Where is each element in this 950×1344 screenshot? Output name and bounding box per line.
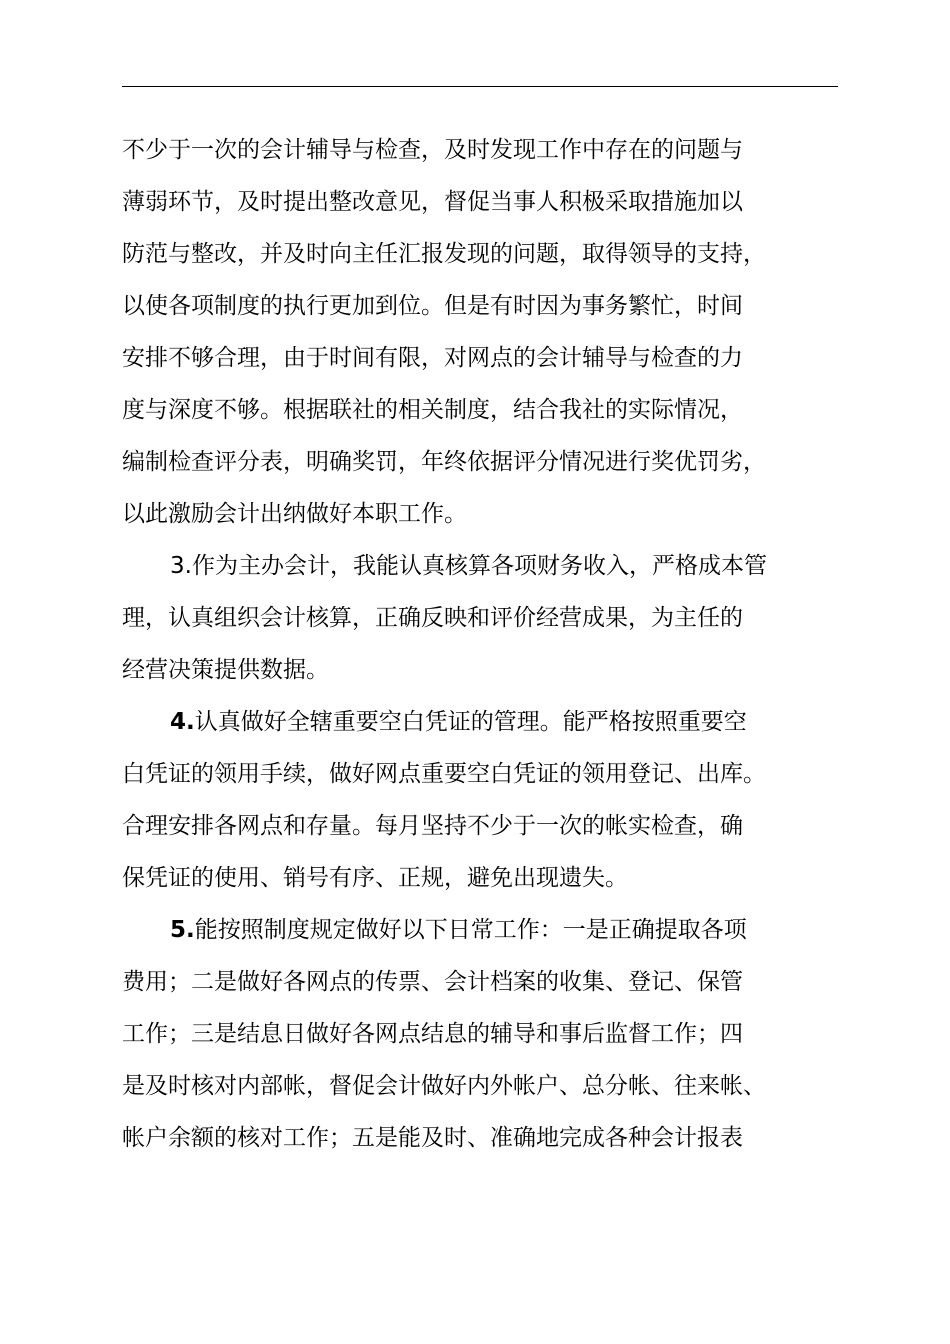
paragraph-line: 以此激励会计出纳做好本职工作。 — [122, 501, 467, 527]
item-5-number: 5. — [170, 917, 195, 943]
item-3-line: 3.作为主办会计，我能认真核算各项财务收入，严格成本管 — [170, 553, 767, 579]
paragraph-line: 理，认真组织会计核算，正确反映和评价经营成果，为主任的 — [122, 605, 743, 631]
header-rule — [122, 86, 838, 87]
item-4-line — [122, 696, 862, 748]
paragraph-line: 合理安排各网点和存量。每月坚持不少于一次的帐实检查，确 — [122, 813, 743, 839]
paragraph-line: 安排不够合理，由于时间有限，对网点的会计辅导与检查的力 — [122, 345, 743, 371]
paragraph-line: 帐户余额的核对工作；五是能及时、准确地完成各种会计报表 — [122, 1125, 743, 1151]
paragraph-line: 以使各项制度的执行更加到位。但是有时因为事务繁忙，时间 — [122, 293, 743, 319]
item-4-text: 认真做好全辖重要空白凭证的管理。能严格按照重要空 — [194, 709, 747, 735]
item-5-text: 能按照制度规定做好以下日常工作：一是正确提取各项 — [194, 917, 747, 943]
paragraph-line: 防范与整改，并及时向主任汇报发现的问题，取得领导的支持， — [122, 241, 766, 267]
paragraph-line: 薄弱环节，及时提出整改意见，督促当事人积极采取措施加以 — [122, 189, 743, 215]
item-5-line — [122, 904, 862, 956]
document-body — [122, 124, 862, 1164]
paragraph-line: 费用；二是做好各网点的传票、会计档案的收集、登记、保管 — [122, 969, 743, 995]
paragraph-line: 经营决策提供数据。 — [122, 657, 329, 683]
paragraph-line: 白凭证的领用手续，做好网点重要空白凭证的领用登记、出库。 — [122, 761, 766, 787]
paragraph-line: 度与深度不够。根据联社的相关制度，结合我社的实际情况， — [122, 397, 743, 423]
paragraph-line: 不少于一次的会计辅导与检查，及时发现工作中存在的问题与 — [122, 137, 743, 163]
item-4-number: 4. — [170, 709, 195, 735]
paragraph-line: 是及时核对内部帐，督促会计做好内外帐户、总分帐、往来帐、 — [122, 1073, 766, 1099]
paragraph-line: 保凭证的使用、销号有序、正规，避免出现遗失。 — [122, 865, 628, 891]
paragraph-line: 编制检查评分表，明确奖罚，年终依据评分情况进行奖优罚劣， — [122, 449, 766, 475]
paragraph-line: 工作；三是结息日做好各网点结息的辅导和事后监督工作；四 — [122, 1021, 743, 1047]
